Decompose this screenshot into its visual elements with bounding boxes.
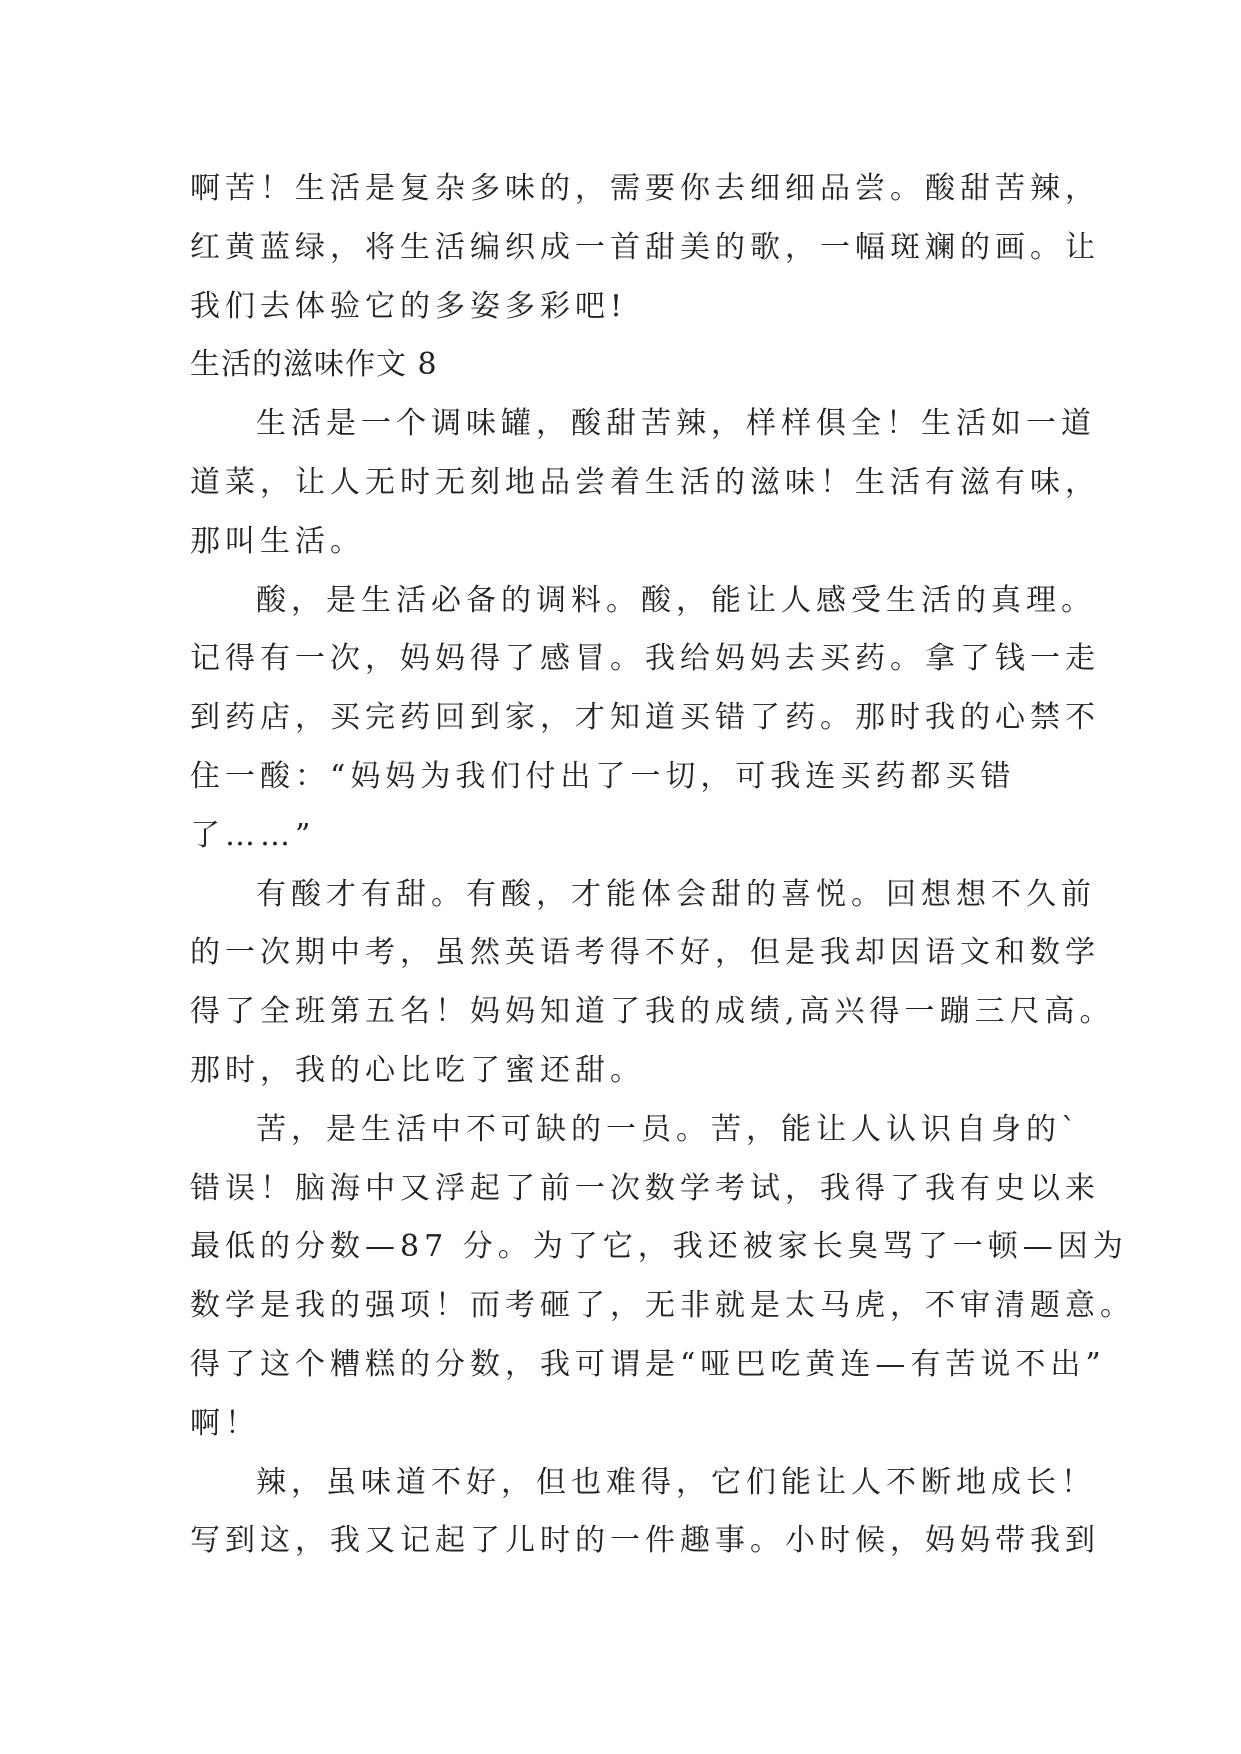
- text-line: 得了全班第五名！妈妈知道了我的成绩,高兴得一蹦三尺高。: [190, 994, 1115, 1030]
- paragraph-first-line: 苦，是生活中不可缺的一员。苦，能让人认识自身的`: [256, 1111, 1081, 1147]
- paragraph-first-line: 有酸才有甜。有酸，才能体会甜的喜悦。回想想不久前: [256, 876, 1096, 912]
- text-line: 道菜，让人无时无刻地品尝着生活的滋味！生活有滋有味，: [190, 464, 1100, 500]
- document-page: [190, 160, 1135, 1571]
- paragraph-first-line: 辣，虽味道不好，但也难得，它们能让人不断地成长！: [256, 1464, 1096, 1500]
- text-line: 写到这，我又记起了儿时的一件趣事。小时候，妈妈带我到: [190, 1523, 1100, 1559]
- paragraph-first-line: 酸，是生活必备的调料。酸，能让人感受生活的真理。: [256, 582, 1096, 618]
- paragraph-first-line: 生活是一个调味罐，酸甜苦辣，样样俱全！生活如一道: [256, 406, 1096, 442]
- text-line: 到药店，买完药回到家，才知道买错了药。那时我的心禁不: [190, 700, 1100, 736]
- text-line: 那叫生活。: [190, 523, 365, 559]
- text-line: 错误！脑海中又浮起了前一次数学考试，我得了我有史以来: [190, 1170, 1100, 1206]
- text-line: 得了这个糟糕的分数，我可谓是“哑巴吃黄连—有苦说不出”: [190, 1346, 1106, 1382]
- text-line: 的一次期中考，虽然英语考得不好，但是我却因语文和数学: [190, 935, 1100, 971]
- text-line: 记得有一次，妈妈得了感冒。我给妈妈去买药。拿了钱一走: [190, 641, 1100, 677]
- text-line: 数学是我的强项！而考砸了，无非就是太马虎，不审清题意。: [190, 1288, 1135, 1324]
- text-line: 了……”: [190, 817, 316, 853]
- text-line: 我们去体验它的多姿多彩吧!: [190, 288, 628, 324]
- text-line: 那时，我的心比吃了蜜还甜。: [190, 1052, 645, 1088]
- text-line: 啊！: [190, 1405, 260, 1441]
- text-line: 啊苦！生活是复杂多味的，需要你去细细品尝。酸甜苦辣，: [190, 171, 1100, 206]
- text-line: 最低的分数—87 分。为了它，我还被家长臭骂了一顿—因为: [190, 1229, 1128, 1265]
- text-line: 住一酸：“妈妈为我们付出了一切，可我连买药都买错: [190, 758, 1016, 794]
- section-heading: 生活的滋味作文 8: [190, 347, 438, 383]
- text-line: 红黄蓝绿，将生活编织成一首甜美的歌，一幅斑斓的画。让: [190, 229, 1100, 265]
